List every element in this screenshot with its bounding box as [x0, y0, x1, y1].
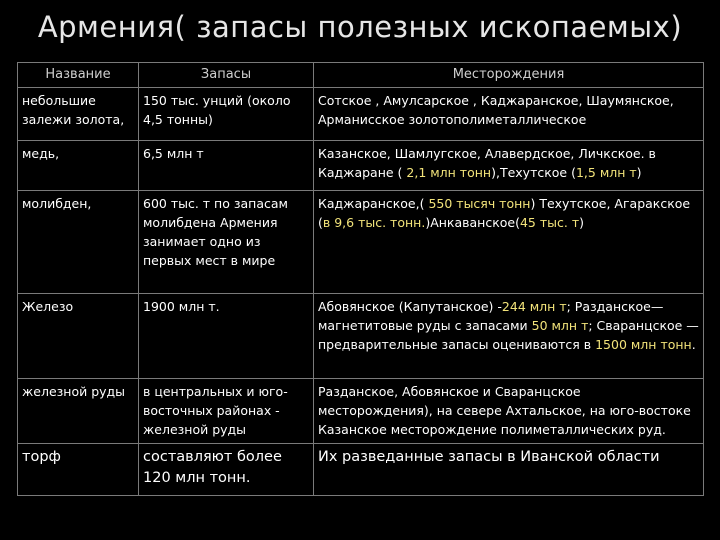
deposit-text: ; Разданское— магнетитовые руды с запасами	[318, 299, 664, 333]
cell-deposits	[314, 191, 704, 294]
deposit-highlight: 45 тыс. т	[519, 215, 580, 230]
deposit-highlight: 244 млн т	[501, 299, 567, 314]
header-reserves: Запасы	[139, 63, 314, 88]
deposit-highlight: 550 тысяч тонн	[428, 196, 531, 211]
cell-deposits	[314, 88, 704, 141]
cell-name: Железо	[18, 294, 139, 379]
cell-reserves: составляют более 120 млн тонн.	[139, 444, 314, 496]
page-title: Армения( запасы полезных ископаемых)	[37, 10, 683, 44]
cell-reserves: 150 тыс. унций (около 4,5 тонны)	[139, 88, 314, 141]
deposit-text: Разданское, Абовянское и Сваранцское месторождения), на севере Ахтальское, на юго-востоке Казанское месторождение полиметаллических руд.	[318, 384, 691, 437]
header-name: Название	[18, 63, 139, 88]
deposit-text: Абовянское (Капутанское) -	[318, 299, 502, 314]
deposit-highlight: 1,5 млн т	[575, 165, 637, 180]
cell-name: железной руды	[18, 379, 139, 444]
deposit-highlight: в 9,6 тыс. тонн.	[322, 215, 426, 230]
table-row	[18, 379, 704, 444]
deposit-highlight: 50 млн т	[531, 318, 589, 333]
deposit-highlight: 2,1 млн тонн	[406, 165, 492, 180]
header-deposits: Месторождения	[314, 63, 704, 88]
header-row	[18, 63, 704, 88]
minerals-table	[17, 62, 704, 496]
table-row	[18, 294, 704, 379]
table-row	[18, 141, 704, 191]
deposit-text: ),Техутское (	[491, 165, 576, 180]
deposit-text: )Анкаванское(	[425, 215, 520, 230]
cell-name: медь,	[18, 141, 139, 191]
deposit-highlight: 1500 млн тонн	[595, 337, 692, 352]
deposit-text: ) Техутское, Агаракское (	[318, 196, 691, 230]
cell-reserves: 600 тыс. т по запасам молибдена Армения занимает одно из первых мест в мире	[139, 191, 314, 294]
cell-deposits	[314, 141, 704, 191]
cell-deposits	[314, 294, 704, 379]
table-row	[18, 191, 704, 294]
deposit-text: .	[691, 337, 696, 352]
deposit-text: )	[579, 215, 584, 230]
table-row	[18, 444, 704, 496]
table-row	[18, 88, 704, 141]
cell-deposits	[314, 444, 704, 496]
deposit-text: Каджаранское,(	[318, 196, 429, 211]
cell-name: молибден,	[18, 191, 139, 294]
deposit-text: Сотское , Амулсарское , Каджаранское, Шаумянское, Арманисское золотополиметаллическое	[318, 93, 674, 127]
cell-deposits	[314, 379, 704, 444]
deposit-text: )	[636, 165, 642, 180]
deposit-text: ; Сваранцское — предварительные запасы оцениваются в	[318, 318, 699, 352]
cell-reserves: в центральных и юго-восточных районах - железной руды	[139, 379, 314, 444]
cell-name: небольшие залежи золота,	[18, 88, 139, 141]
cell-reserves: 1900 млн т.	[139, 294, 314, 379]
cell-name: торф	[18, 444, 139, 496]
cell-reserves: 6,5 млн т	[139, 141, 314, 191]
deposit-text: Их разведанные запасы в Иванской области	[318, 449, 660, 465]
deposit-text: Казанское, Шамлугское, Алавердское, Личкское. в Каджаране (	[318, 146, 656, 180]
